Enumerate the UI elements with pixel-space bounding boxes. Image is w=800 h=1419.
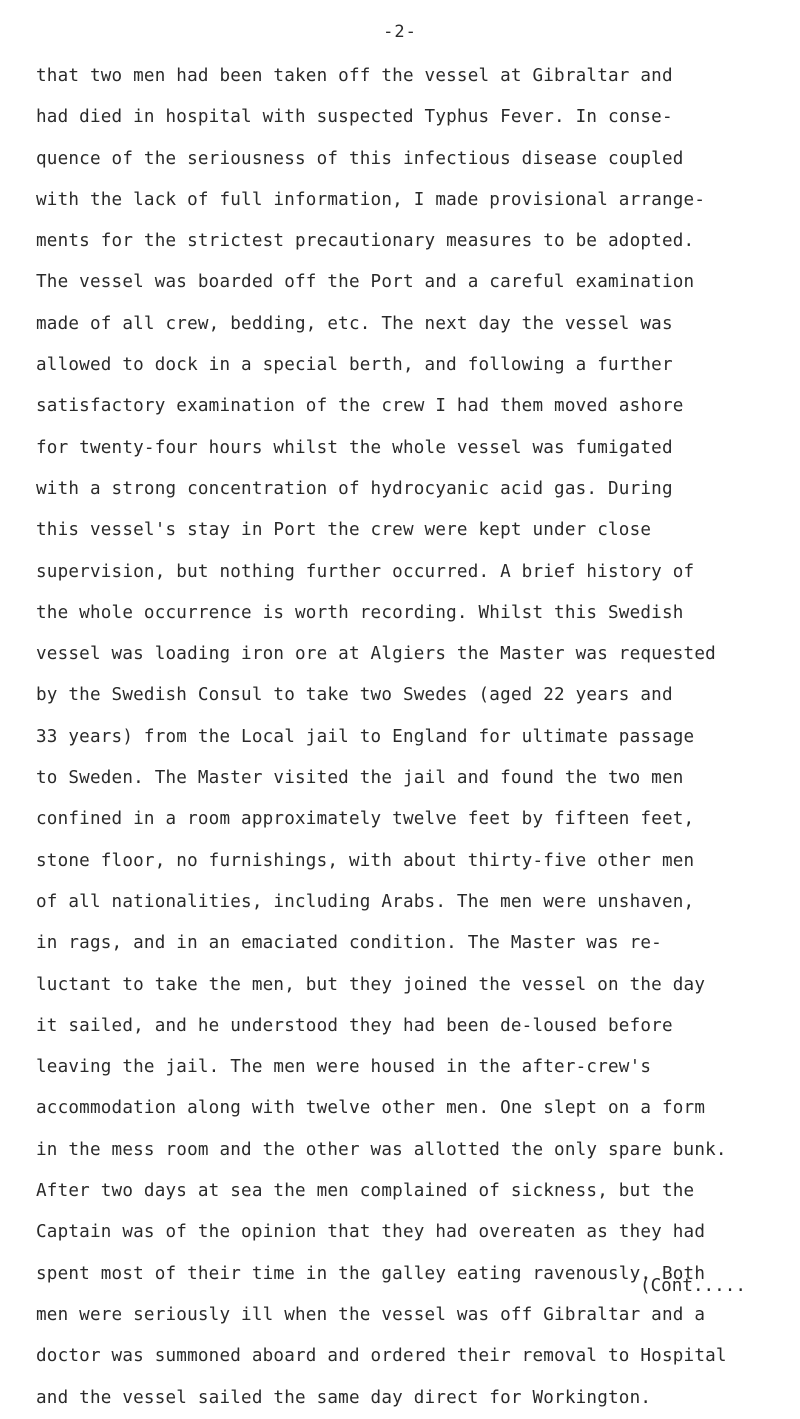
continuation-note: (Cont.....: [640, 1276, 746, 1296]
text-line: After two days at sea the men complained of sickness, but the: [36, 1181, 695, 1202]
text-line: 33 years) from the Local jail to England for ultimate passage: [36, 726, 695, 747]
text-line: the whole occurrence is worth recording. Whilst this Swedish: [36, 602, 684, 623]
text-line: satisfactory examination of the crew I had them moved ashore: [36, 396, 684, 417]
text-line: to Sweden. The Master visited the jail and found the two men: [36, 768, 684, 789]
page-number: -2-: [383, 22, 417, 42]
text-line: allowed to dock in a special berth, and following a further: [36, 355, 673, 376]
text-line: leaving the jail. The men were housed in the after-crew's: [36, 1057, 652, 1078]
text-line: luctant to take the men, but they joined the vessel on the day: [36, 974, 706, 995]
text-line: of all nationalities, including Arabs. The men were unshaven,: [36, 891, 695, 912]
text-line: The vessel was boarded off the Port and a careful examination: [36, 272, 695, 293]
text-line: had died in hospital with suspected Typhus Fever. In conse-: [36, 107, 673, 128]
body-text: [36, 56, 796, 1419]
text-line: Captain was of the opinion that they had overeaten as they had: [36, 1222, 706, 1243]
text-line: quence of the seriousness of this infectious disease coupled: [36, 148, 684, 169]
text-line: spent most of their time in the galley eating ravenously. Both: [36, 1263, 706, 1284]
text-line: for twenty-four hours whilst the whole vessel was fumigated: [36, 437, 673, 458]
text-line: confined in a room approximately twelve feet by fifteen feet,: [36, 809, 695, 830]
text-line: accommodation along with twelve other men. One slept on a form: [36, 1098, 706, 1119]
text-line: doctor was summoned aboard and ordered their removal to Hospital: [36, 1346, 727, 1367]
text-line: made of all crew, bedding, etc. The next day the vessel was: [36, 313, 673, 334]
text-line: stone floor, no furnishings, with about thirty-five other men: [36, 850, 695, 871]
text-line: it sailed, and he understood they had been de-loused before: [36, 1015, 673, 1036]
text-line: in the mess room and the other was allotted the only spare bunk.: [36, 1139, 727, 1160]
text-line: supervision, but nothing further occurred. A brief history of: [36, 561, 695, 582]
text-line: and the vessel sailed the same day direct for Workington.: [36, 1387, 652, 1408]
text-line: vessel was loading iron ore at Algiers the Master was requested: [36, 644, 716, 665]
text-line: in rags, and in an emaciated condition. The Master was re-: [36, 933, 662, 954]
text-line: men were seriously ill when the vessel was off Gibraltar and a: [36, 1304, 706, 1325]
text-line: ments for the strictest precautionary measures to be adopted.: [36, 231, 695, 252]
text-line: this vessel's stay in Port the crew were kept under close: [36, 520, 652, 541]
text-line: with a strong concentration of hydrocyanic acid gas. During: [36, 478, 673, 499]
text-line: that two men had been taken off the vessel at Gibraltar and: [36, 66, 673, 86]
text-line: by the Swedish Consul to take two Swedes (aged 22 years and: [36, 685, 673, 706]
text-line: with the lack of full information, I made provisional arrange-: [36, 189, 706, 210]
